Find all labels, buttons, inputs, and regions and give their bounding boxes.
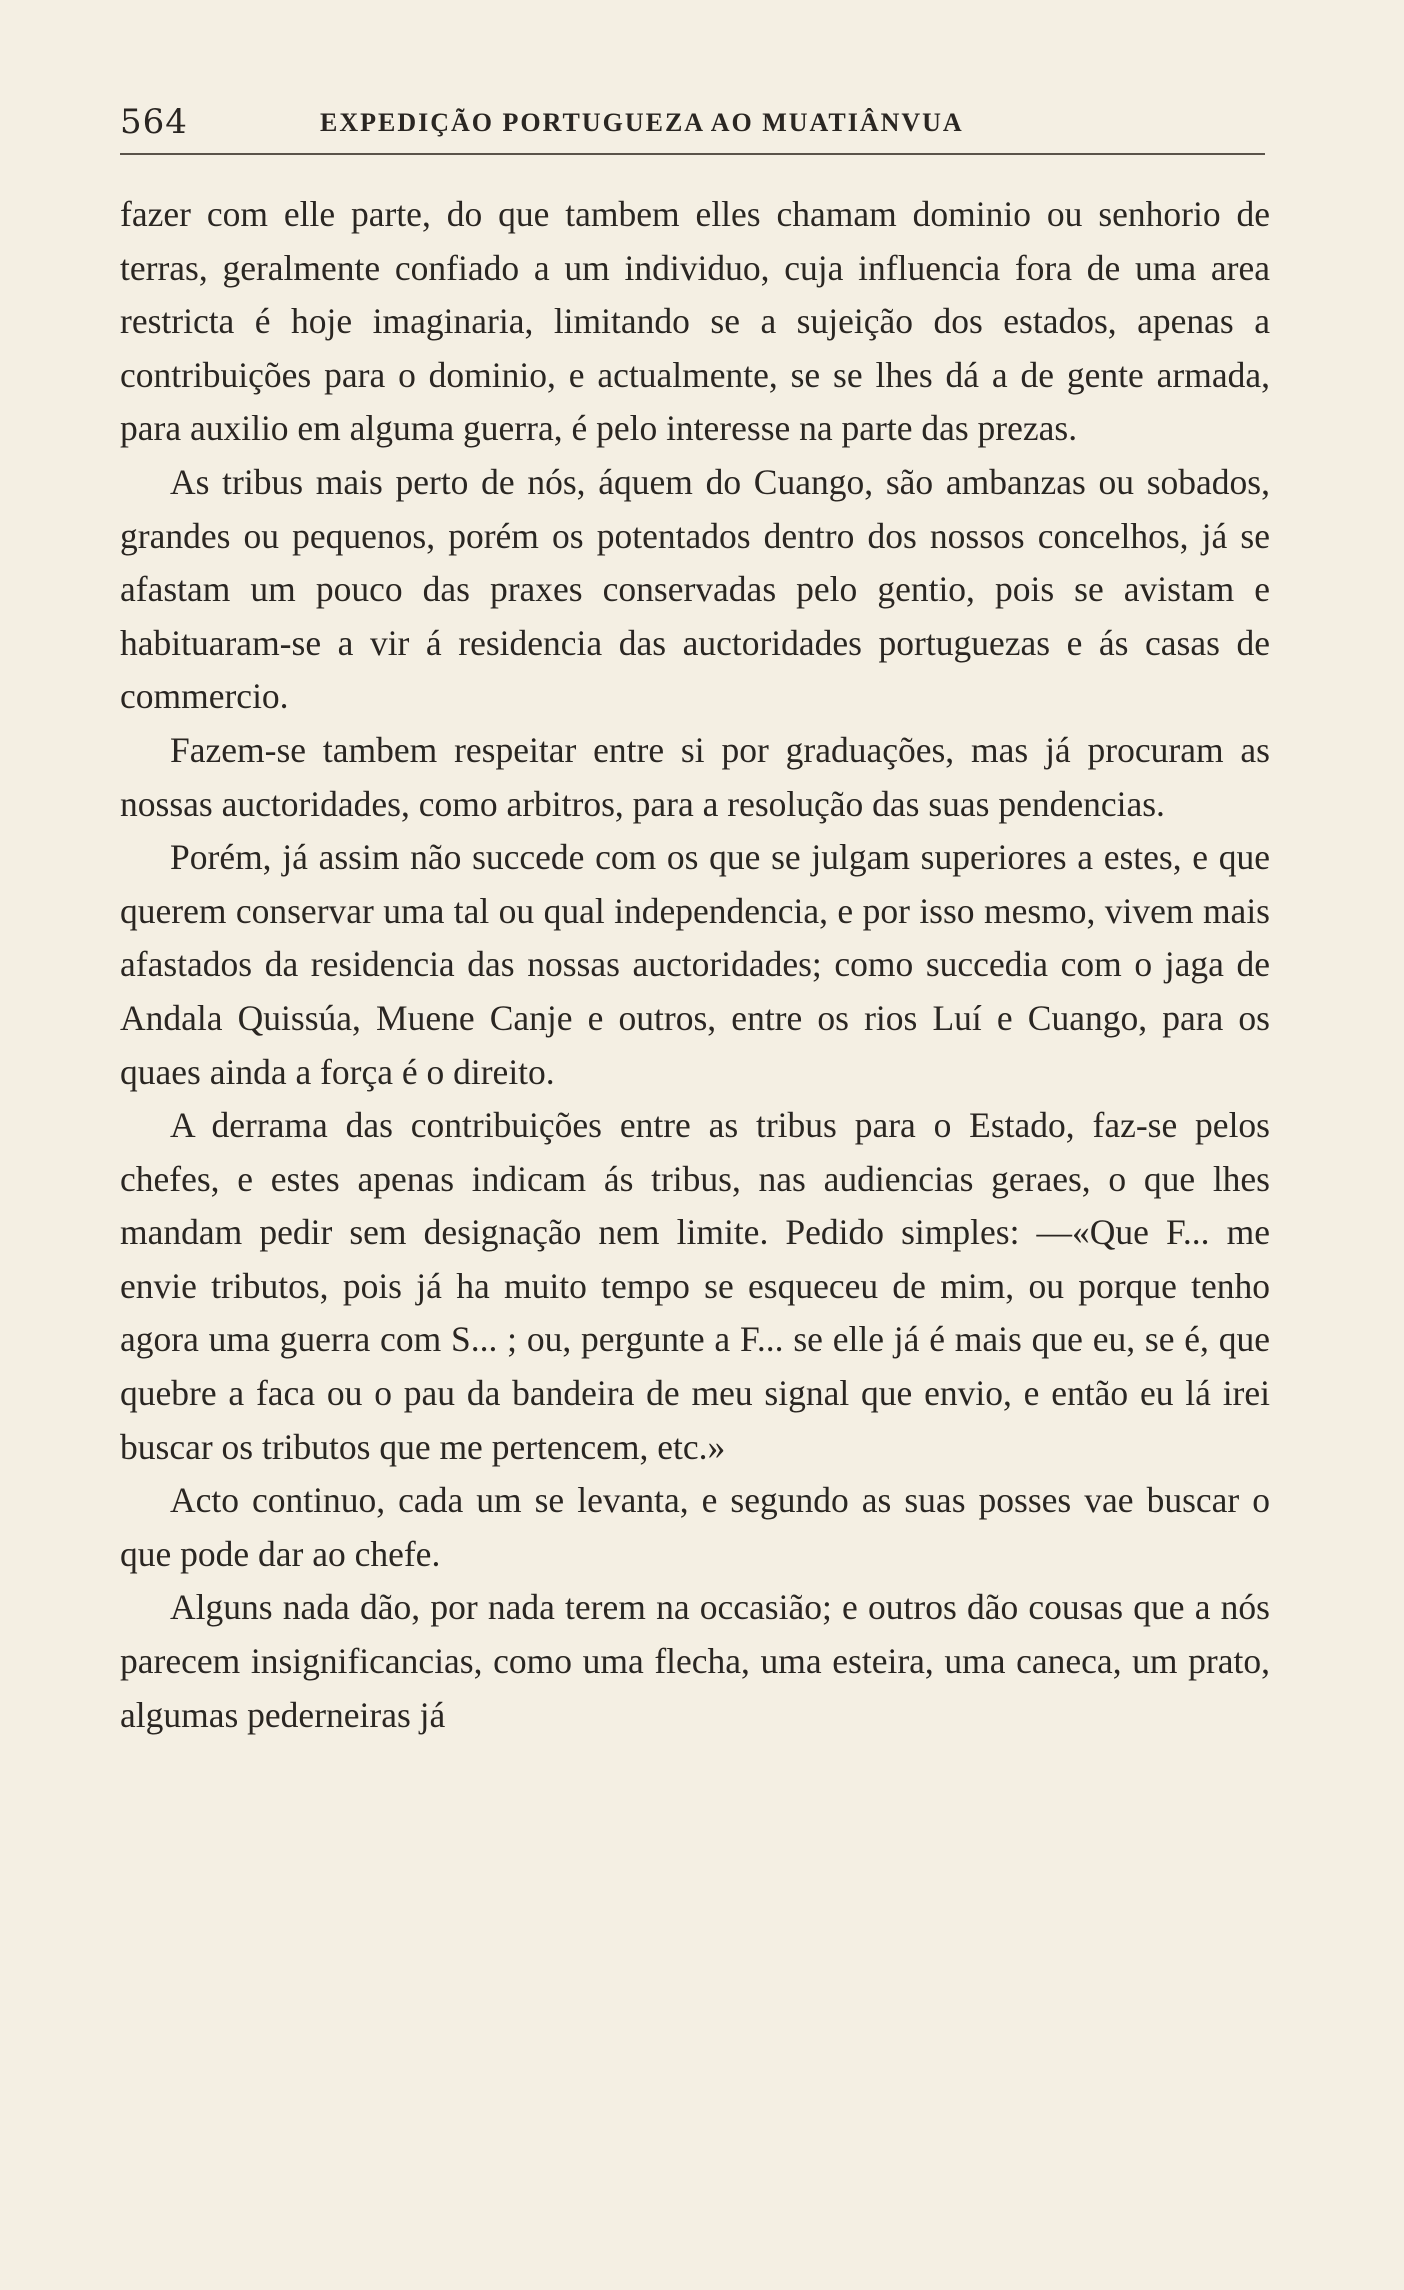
paragraph-5: A derrama das contribuições entre as tribus para o Estado, faz-se pelos chefes, e estes apenas indicam ás tribus, nas audiencias geraes, o que lhes mandam pedir sem designação nem limite. Pedido simples: —«Que F... me envie tributos, pois já ha muito tempo se esqueceu de mim, ou porque tenho agora uma guerra com S... ; ou, pergunte a F... se elle já é mais que eu, se é, que quebre a faca ou o pau da bandeira de meu signal que envio, e então eu lá irei buscar os tributos que me pertencem, etc.» bbox=[120, 1105, 1270, 1467]
paragraph-6: Acto continuo, cada um se levanta, e segundo as suas posses vae buscar o que pode dar ao chefe. bbox=[120, 1480, 1270, 1574]
running-title: EXPEDIÇÃO PORTUGUEZA AO MUATIÂNVUA bbox=[320, 108, 964, 137]
paragraph-3: Fazem-se tambem respeitar entre si por graduações, mas já procuram as nossas auctoridades, como arbitros, para a resolução das suas pendencias. bbox=[120, 729, 1270, 824]
paragraph-1: fazer com elle parte, do que tambem elles chamam dominio ou senhorio de terras, geralmente confiado a um individuo, cuja influencia fora de uma area restricta é hoje imaginaria, limitando se a sujeição dos estados, apenas a contribuições para o dominio, e actualmente, se se lhes dá a de gente armada, para auxilio em alguma guerra, é pelo interesse na parte das prezas. bbox=[120, 194, 1270, 449]
paragraph-4: Porém, já assim não succede com os que se julgam superiores a estes, e que querem conservar uma tal ou qual independencia, e por isso mesmo, vivem mais afastados da residencia das nossas auctoridades; como succedia com o jaga de Andala Quissúa, Muene Canje e outros, entre os rios Luí e Cuango, para os quaes ainda a força é o direito. bbox=[120, 837, 1270, 1092]
body-text bbox=[120, 188, 1270, 1742]
paragraph-7: Alguns nada dão, por nada terem na occasião; e outros dão cousas que a nós parecem insignificancias, como uma flecha, uma esteira, uma caneca, um prato, algumas pederneiras já bbox=[120, 1587, 1270, 1735]
paragraph-2: As tribus mais perto de nós, áquem do Cuango, são ambanzas ou sobados, grandes ou pequenos, porém os potentados dentro dos nossos concelhos, já se afastam um pouco das praxes conservadas pelo gentio, pois se avistam e habituaram-se a vir á residencia das auctoridades portuguezas e ás casas de commercio. bbox=[120, 461, 1270, 717]
header-rule bbox=[120, 153, 1265, 155]
page-header bbox=[120, 96, 1270, 146]
page-number: 564 bbox=[120, 102, 188, 142]
